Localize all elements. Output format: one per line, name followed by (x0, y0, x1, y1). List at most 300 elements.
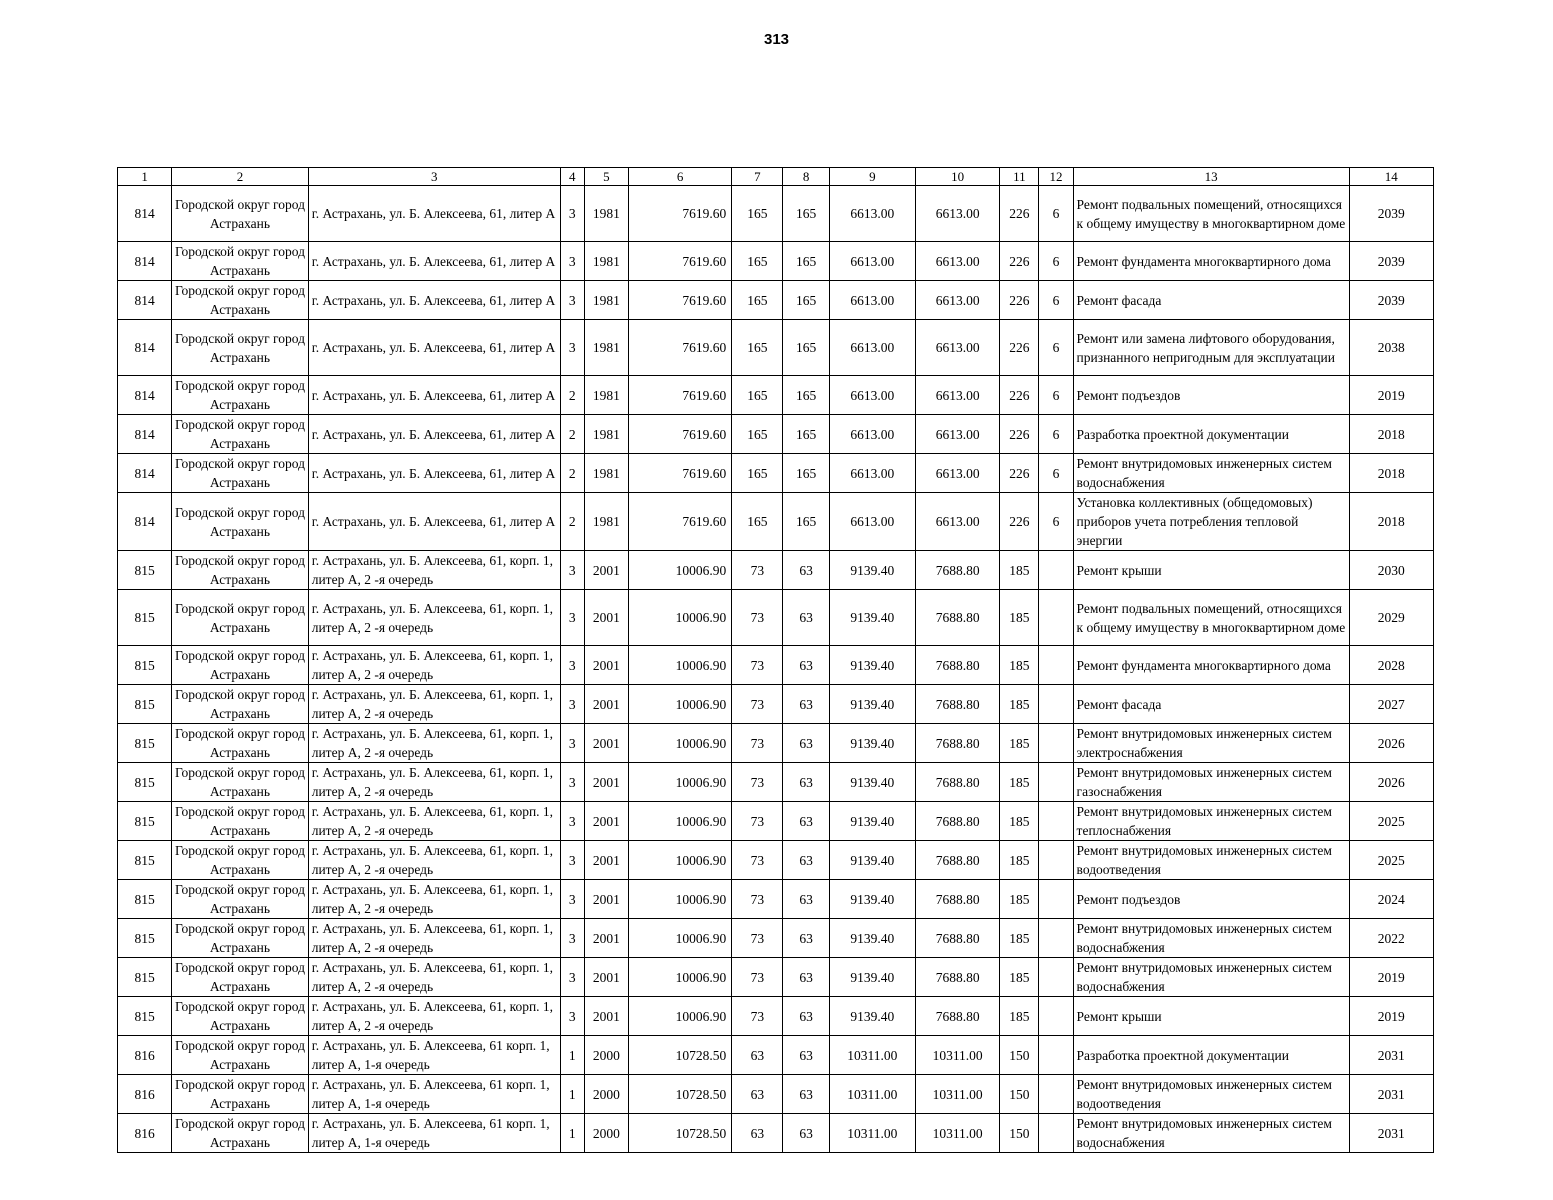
cell-total-area: 10728.50 (628, 1114, 731, 1153)
table-row (118, 281, 1434, 320)
cell-municipality: Городской округ город Астрахань (172, 454, 309, 493)
cell-col-7: 63 (732, 1114, 783, 1153)
cell-work-type: Ремонт фундамента многоквартирного дома (1073, 646, 1349, 685)
cell-work-type: Ремонт фасада (1073, 685, 1349, 724)
cell-col-9: 6613.00 (829, 281, 915, 320)
cell-col-7: 165 (732, 320, 783, 376)
cell-col-9: 9139.40 (829, 724, 915, 763)
cell-address: г. Астрахань, ул. Б. Алексеева, 61, литер А (308, 242, 560, 281)
column-header-2: 2 (172, 168, 309, 186)
cell-planned-year: 2018 (1349, 415, 1433, 454)
cell-col-10: 7688.80 (915, 763, 999, 802)
cell-stage: 3 (560, 590, 584, 646)
cell-year-built: 2001 (584, 997, 628, 1036)
cell-year-built: 2001 (584, 880, 628, 919)
cell-col-8: 63 (783, 551, 829, 590)
cell-work-type: Ремонт крыши (1073, 997, 1349, 1036)
cell-col-12: 6 (1039, 493, 1073, 551)
cell-stage: 3 (560, 802, 584, 841)
cell-address: г. Астрахань, ул. Б. Алексеева, 61 корп. 1, литер А, 1-я очередь (308, 1036, 560, 1075)
cell-col-12 (1039, 724, 1073, 763)
cell-municipality: Городской округ город Астрахань (172, 880, 309, 919)
table-row (118, 242, 1434, 281)
cell-total-area: 7619.60 (628, 320, 731, 376)
cell-year-built: 2001 (584, 841, 628, 880)
column-header-8: 8 (783, 168, 829, 186)
cell-col-8: 165 (783, 493, 829, 551)
cell-col-12 (1039, 1114, 1073, 1153)
cell-municipality: Городской округ город Астрахань (172, 841, 309, 880)
cell-planned-year: 2019 (1349, 376, 1433, 415)
cell-stage: 3 (560, 919, 584, 958)
table-row (118, 551, 1434, 590)
cell-municipality: Городской округ город Астрахань (172, 685, 309, 724)
cell-total-area: 10006.90 (628, 997, 731, 1036)
cell-col-11: 150 (1000, 1114, 1039, 1153)
cell-col-10: 6613.00 (915, 320, 999, 376)
cell-col-11: 185 (1000, 724, 1039, 763)
cell-record-number: 814 (118, 281, 172, 320)
cell-total-area: 10006.90 (628, 685, 731, 724)
cell-col-7: 73 (732, 590, 783, 646)
cell-year-built: 1981 (584, 493, 628, 551)
cell-col-7: 73 (732, 646, 783, 685)
cell-address: г. Астрахань, ул. Б. Алексеева, 61, корп. 1, литер А, 2 -я очередь (308, 802, 560, 841)
cell-stage: 3 (560, 320, 584, 376)
cell-total-area: 10728.50 (628, 1036, 731, 1075)
cell-col-11: 226 (1000, 493, 1039, 551)
cell-col-9: 6613.00 (829, 376, 915, 415)
cell-col-10: 7688.80 (915, 919, 999, 958)
cell-col-12 (1039, 958, 1073, 997)
cell-total-area: 7619.60 (628, 493, 731, 551)
table-row (118, 186, 1434, 242)
cell-stage: 3 (560, 551, 584, 590)
cell-col-10: 6613.00 (915, 493, 999, 551)
cell-col-9: 9139.40 (829, 646, 915, 685)
cell-work-type: Ремонт внутридомовых инженерных систем электроснабжения (1073, 724, 1349, 763)
cell-col-9: 10311.00 (829, 1036, 915, 1075)
cell-municipality: Городской округ город Астрахань (172, 646, 309, 685)
cell-col-11: 226 (1000, 186, 1039, 242)
cell-record-number: 814 (118, 493, 172, 551)
cell-total-area: 10728.50 (628, 1075, 731, 1114)
cell-record-number: 816 (118, 1114, 172, 1153)
column-header-1: 1 (118, 168, 172, 186)
cell-col-9: 9139.40 (829, 997, 915, 1036)
cell-col-8: 165 (783, 242, 829, 281)
cell-col-10: 6613.00 (915, 242, 999, 281)
cell-col-8: 63 (783, 1114, 829, 1153)
cell-address: г. Астрахань, ул. Б. Алексеева, 61, литер А (308, 186, 560, 242)
cell-municipality: Городской округ город Астрахань (172, 958, 309, 997)
cell-record-number: 815 (118, 724, 172, 763)
cell-total-area: 7619.60 (628, 281, 731, 320)
cell-planned-year: 2024 (1349, 880, 1433, 919)
cell-col-11: 185 (1000, 685, 1039, 724)
cell-municipality: Городской округ город Астрахань (172, 1114, 309, 1153)
cell-col-11: 185 (1000, 919, 1039, 958)
cell-stage: 1 (560, 1036, 584, 1075)
cell-address: г. Астрахань, ул. Б. Алексеева, 61, корп. 1, литер А, 2 -я очередь (308, 551, 560, 590)
cell-year-built: 1981 (584, 454, 628, 493)
cell-col-10: 7688.80 (915, 802, 999, 841)
repair-schedule-table (117, 167, 1434, 1153)
cell-address: г. Астрахань, ул. Б. Алексеева, 61, корп. 1, литер А, 2 -я очередь (308, 958, 560, 997)
cell-col-12 (1039, 919, 1073, 958)
table-row (118, 493, 1434, 551)
cell-col-12 (1039, 997, 1073, 1036)
cell-col-7: 73 (732, 841, 783, 880)
cell-col-8: 165 (783, 376, 829, 415)
cell-col-8: 63 (783, 1075, 829, 1114)
cell-record-number: 814 (118, 415, 172, 454)
cell-municipality: Городской округ город Астрахань (172, 242, 309, 281)
cell-year-built: 1981 (584, 376, 628, 415)
cell-planned-year: 2019 (1349, 958, 1433, 997)
cell-planned-year: 2026 (1349, 724, 1433, 763)
cell-work-type: Разработка проектной документации (1073, 1036, 1349, 1075)
cell-planned-year: 2031 (1349, 1075, 1433, 1114)
column-header-11: 11 (1000, 168, 1039, 186)
cell-col-7: 73 (732, 880, 783, 919)
column-header-6: 6 (628, 168, 731, 186)
column-header-4: 4 (560, 168, 584, 186)
cell-planned-year: 2039 (1349, 281, 1433, 320)
cell-col-9: 9139.40 (829, 841, 915, 880)
page-number: 313 (763, 31, 790, 48)
cell-col-10: 6613.00 (915, 454, 999, 493)
cell-col-8: 165 (783, 415, 829, 454)
cell-col-10: 7688.80 (915, 724, 999, 763)
header-row (118, 168, 1434, 186)
cell-municipality: Городской округ город Астрахань (172, 590, 309, 646)
cell-col-7: 165 (732, 242, 783, 281)
cell-stage: 2 (560, 493, 584, 551)
cell-col-11: 185 (1000, 551, 1039, 590)
cell-address: г. Астрахань, ул. Б. Алексеева, 61, литер А (308, 454, 560, 493)
cell-stage: 1 (560, 1075, 584, 1114)
cell-address: г. Астрахань, ул. Б. Алексеева, 61 корп. 1, литер А, 1-я очередь (308, 1075, 560, 1114)
cell-municipality: Городской округ город Астрахань (172, 551, 309, 590)
cell-stage: 2 (560, 376, 584, 415)
cell-work-type: Ремонт внутридомовых инженерных систем водоотведения (1073, 1075, 1349, 1114)
cell-planned-year: 2038 (1349, 320, 1433, 376)
cell-municipality: Городской округ город Астрахань (172, 919, 309, 958)
cell-planned-year: 2039 (1349, 186, 1433, 242)
cell-col-12: 6 (1039, 186, 1073, 242)
cell-col-8: 63 (783, 685, 829, 724)
cell-record-number: 814 (118, 242, 172, 281)
cell-col-8: 165 (783, 186, 829, 242)
cell-col-7: 63 (732, 1036, 783, 1075)
cell-planned-year: 2039 (1349, 242, 1433, 281)
cell-work-type: Ремонт фасада (1073, 281, 1349, 320)
cell-col-8: 63 (783, 802, 829, 841)
cell-record-number: 815 (118, 880, 172, 919)
cell-record-number: 815 (118, 997, 172, 1036)
cell-col-11: 185 (1000, 880, 1039, 919)
cell-municipality: Городской округ город Астрахань (172, 1036, 309, 1075)
cell-total-area: 7619.60 (628, 186, 731, 242)
cell-stage: 3 (560, 724, 584, 763)
cell-col-7: 165 (732, 493, 783, 551)
cell-col-8: 63 (783, 880, 829, 919)
cell-col-11: 226 (1000, 281, 1039, 320)
cell-address: г. Астрахань, ул. Б. Алексеева, 61, корп. 1, литер А, 2 -я очередь (308, 685, 560, 724)
cell-col-8: 63 (783, 646, 829, 685)
cell-planned-year: 2028 (1349, 646, 1433, 685)
cell-record-number: 814 (118, 454, 172, 493)
cell-year-built: 1981 (584, 415, 628, 454)
cell-stage: 3 (560, 281, 584, 320)
cell-total-area: 10006.90 (628, 590, 731, 646)
cell-col-7: 73 (732, 997, 783, 1036)
cell-address: г. Астрахань, ул. Б. Алексеева, 61, литер А (308, 376, 560, 415)
cell-col-12 (1039, 802, 1073, 841)
cell-record-number: 816 (118, 1036, 172, 1075)
cell-col-12 (1039, 551, 1073, 590)
cell-col-10: 6613.00 (915, 415, 999, 454)
cell-col-9: 9139.40 (829, 590, 915, 646)
cell-col-9: 6613.00 (829, 493, 915, 551)
cell-address: г. Астрахань, ул. Б. Алексеева, 61, корп. 1, литер А, 2 -я очередь (308, 880, 560, 919)
cell-col-12 (1039, 1036, 1073, 1075)
cell-col-8: 63 (783, 997, 829, 1036)
cell-stage: 3 (560, 880, 584, 919)
cell-col-9: 6613.00 (829, 242, 915, 281)
cell-col-12: 6 (1039, 320, 1073, 376)
cell-stage: 2 (560, 415, 584, 454)
cell-record-number: 815 (118, 685, 172, 724)
column-header-7: 7 (732, 168, 783, 186)
table-row (118, 802, 1434, 841)
cell-year-built: 2000 (584, 1114, 628, 1153)
cell-col-9: 6613.00 (829, 186, 915, 242)
column-header-5: 5 (584, 168, 628, 186)
cell-col-12: 6 (1039, 242, 1073, 281)
cell-work-type: Ремонт подвальных помещений, относящихся к общему имуществу в многоквартирном доме (1073, 186, 1349, 242)
cell-total-area: 10006.90 (628, 841, 731, 880)
cell-col-7: 165 (732, 415, 783, 454)
column-header-12: 12 (1039, 168, 1073, 186)
cell-col-10: 7688.80 (915, 551, 999, 590)
cell-work-type: Установка коллективных (общедомовых) приборов учета потребления тепловой энергии (1073, 493, 1349, 551)
cell-planned-year: 2027 (1349, 685, 1433, 724)
cell-total-area: 10006.90 (628, 724, 731, 763)
cell-year-built: 2001 (584, 685, 628, 724)
cell-year-built: 2001 (584, 919, 628, 958)
cell-total-area: 10006.90 (628, 958, 731, 997)
cell-stage: 3 (560, 841, 584, 880)
cell-col-12 (1039, 590, 1073, 646)
cell-record-number: 815 (118, 958, 172, 997)
cell-col-10: 7688.80 (915, 685, 999, 724)
cell-planned-year: 2019 (1349, 997, 1433, 1036)
cell-total-area: 7619.60 (628, 454, 731, 493)
table-row (118, 320, 1434, 376)
cell-municipality: Городской округ город Астрахань (172, 320, 309, 376)
cell-col-12 (1039, 880, 1073, 919)
cell-col-11: 226 (1000, 320, 1039, 376)
cell-col-11: 226 (1000, 454, 1039, 493)
cell-col-12: 6 (1039, 281, 1073, 320)
cell-col-9: 9139.40 (829, 880, 915, 919)
cell-total-area: 7619.60 (628, 415, 731, 454)
cell-address: г. Астрахань, ул. Б. Алексеева, 61, литер А (308, 493, 560, 551)
cell-total-area: 7619.60 (628, 376, 731, 415)
cell-col-9: 10311.00 (829, 1114, 915, 1153)
cell-total-area: 7619.60 (628, 242, 731, 281)
cell-col-8: 165 (783, 320, 829, 376)
cell-col-12: 6 (1039, 415, 1073, 454)
cell-work-type: Ремонт или замена лифтового оборудования, признанного непригодным для эксплуатации (1073, 320, 1349, 376)
cell-municipality: Городской округ город Астрахань (172, 376, 309, 415)
cell-col-7: 165 (732, 376, 783, 415)
cell-col-12: 6 (1039, 454, 1073, 493)
cell-col-10: 7688.80 (915, 958, 999, 997)
table-row (118, 880, 1434, 919)
cell-record-number: 814 (118, 376, 172, 415)
cell-year-built: 1981 (584, 320, 628, 376)
table-row (118, 454, 1434, 493)
cell-col-10: 7688.80 (915, 997, 999, 1036)
cell-year-built: 2001 (584, 724, 628, 763)
cell-col-11: 185 (1000, 997, 1039, 1036)
cell-municipality: Городской округ город Астрахань (172, 186, 309, 242)
cell-record-number: 814 (118, 186, 172, 242)
cell-col-11: 185 (1000, 958, 1039, 997)
cell-work-type: Разработка проектной документации (1073, 415, 1349, 454)
cell-work-type: Ремонт внутридомовых инженерных систем газоснабжения (1073, 763, 1349, 802)
cell-work-type: Ремонт внутридомовых инженерных систем водоснабжения (1073, 958, 1349, 997)
cell-work-type: Ремонт фундамента многоквартирного дома (1073, 242, 1349, 281)
cell-col-7: 73 (732, 958, 783, 997)
cell-col-10: 6613.00 (915, 186, 999, 242)
cell-record-number: 815 (118, 646, 172, 685)
cell-col-10: 6613.00 (915, 376, 999, 415)
cell-planned-year: 2025 (1349, 841, 1433, 880)
cell-work-type: Ремонт подъездов (1073, 376, 1349, 415)
cell-stage: 2 (560, 454, 584, 493)
cell-record-number: 816 (118, 1075, 172, 1114)
cell-col-8: 63 (783, 841, 829, 880)
cell-col-9: 10311.00 (829, 1075, 915, 1114)
cell-address: г. Астрахань, ул. Б. Алексеева, 61, литер А (308, 281, 560, 320)
cell-stage: 1 (560, 1114, 584, 1153)
cell-col-9: 6613.00 (829, 415, 915, 454)
column-header-10: 10 (915, 168, 999, 186)
cell-col-8: 63 (783, 724, 829, 763)
cell-col-10: 7688.80 (915, 646, 999, 685)
cell-col-12 (1039, 841, 1073, 880)
column-header-14: 14 (1349, 168, 1433, 186)
cell-address: г. Астрахань, ул. Б. Алексеева, 61, корп. 1, литер А, 2 -я очередь (308, 997, 560, 1036)
column-header-9: 9 (829, 168, 915, 186)
table-row (118, 646, 1434, 685)
cell-col-12: 6 (1039, 376, 1073, 415)
cell-municipality: Городской округ город Астрахань (172, 763, 309, 802)
cell-planned-year: 2018 (1349, 493, 1433, 551)
cell-total-area: 10006.90 (628, 646, 731, 685)
cell-col-11: 150 (1000, 1036, 1039, 1075)
cell-work-type: Ремонт крыши (1073, 551, 1349, 590)
cell-year-built: 2001 (584, 802, 628, 841)
cell-col-11: 226 (1000, 376, 1039, 415)
cell-col-7: 165 (732, 186, 783, 242)
cell-col-8: 63 (783, 919, 829, 958)
cell-planned-year: 2022 (1349, 919, 1433, 958)
cell-address: г. Астрахань, ул. Б. Алексеева, 61, корп. 1, литер А, 2 -я очередь (308, 590, 560, 646)
cell-address: г. Астрахань, ул. Б. Алексеева, 61 корп. 1, литер А, 1-я очередь (308, 1114, 560, 1153)
cell-stage: 3 (560, 242, 584, 281)
cell-col-8: 63 (783, 1036, 829, 1075)
cell-year-built: 2000 (584, 1036, 628, 1075)
cell-work-type: Ремонт подвальных помещений, относящихся к общему имуществу в многоквартирном доме (1073, 590, 1349, 646)
cell-col-7: 73 (732, 551, 783, 590)
cell-municipality: Городской округ город Астрахань (172, 724, 309, 763)
cell-address: г. Астрахань, ул. Б. Алексеева, 61, литер А (308, 415, 560, 454)
cell-col-11: 185 (1000, 802, 1039, 841)
cell-col-7: 165 (732, 454, 783, 493)
cell-address: г. Астрахань, ул. Б. Алексеева, 61, литер А (308, 320, 560, 376)
cell-stage: 3 (560, 763, 584, 802)
cell-record-number: 815 (118, 590, 172, 646)
table-row (118, 1036, 1434, 1075)
cell-col-12 (1039, 763, 1073, 802)
cell-address: г. Астрахань, ул. Б. Алексеева, 61, корп. 1, литер А, 2 -я очередь (308, 646, 560, 685)
table-row (118, 685, 1434, 724)
cell-municipality: Городской округ город Астрахань (172, 1075, 309, 1114)
cell-municipality: Городской округ город Астрахань (172, 802, 309, 841)
cell-col-12 (1039, 646, 1073, 685)
cell-address: г. Астрахань, ул. Б. Алексеева, 61, корп. 1, литер А, 2 -я очередь (308, 841, 560, 880)
table-row (118, 958, 1434, 997)
cell-planned-year: 2029 (1349, 590, 1433, 646)
cell-col-7: 73 (732, 724, 783, 763)
cell-col-10: 7688.80 (915, 880, 999, 919)
cell-col-11: 150 (1000, 1075, 1039, 1114)
cell-stage: 3 (560, 997, 584, 1036)
cell-stage: 3 (560, 958, 584, 997)
cell-planned-year: 2025 (1349, 802, 1433, 841)
cell-year-built: 2001 (584, 590, 628, 646)
table-row (118, 919, 1434, 958)
cell-col-8: 165 (783, 281, 829, 320)
cell-col-7: 73 (732, 802, 783, 841)
table-row (118, 415, 1434, 454)
cell-year-built: 1981 (584, 186, 628, 242)
cell-col-10: 7688.80 (915, 590, 999, 646)
cell-col-8: 63 (783, 958, 829, 997)
cell-total-area: 10006.90 (628, 880, 731, 919)
cell-col-9: 9139.40 (829, 763, 915, 802)
table-row (118, 1114, 1434, 1153)
cell-col-8: 165 (783, 454, 829, 493)
cell-col-9: 6613.00 (829, 320, 915, 376)
cell-col-9: 6613.00 (829, 454, 915, 493)
cell-record-number: 815 (118, 919, 172, 958)
cell-stage: 3 (560, 685, 584, 724)
cell-col-8: 63 (783, 590, 829, 646)
cell-total-area: 10006.90 (628, 551, 731, 590)
cell-col-11: 185 (1000, 646, 1039, 685)
cell-planned-year: 2018 (1349, 454, 1433, 493)
cell-col-11: 185 (1000, 763, 1039, 802)
cell-col-11: 226 (1000, 242, 1039, 281)
cell-work-type: Ремонт внутридомовых инженерных систем водоснабжения (1073, 919, 1349, 958)
cell-record-number: 815 (118, 763, 172, 802)
